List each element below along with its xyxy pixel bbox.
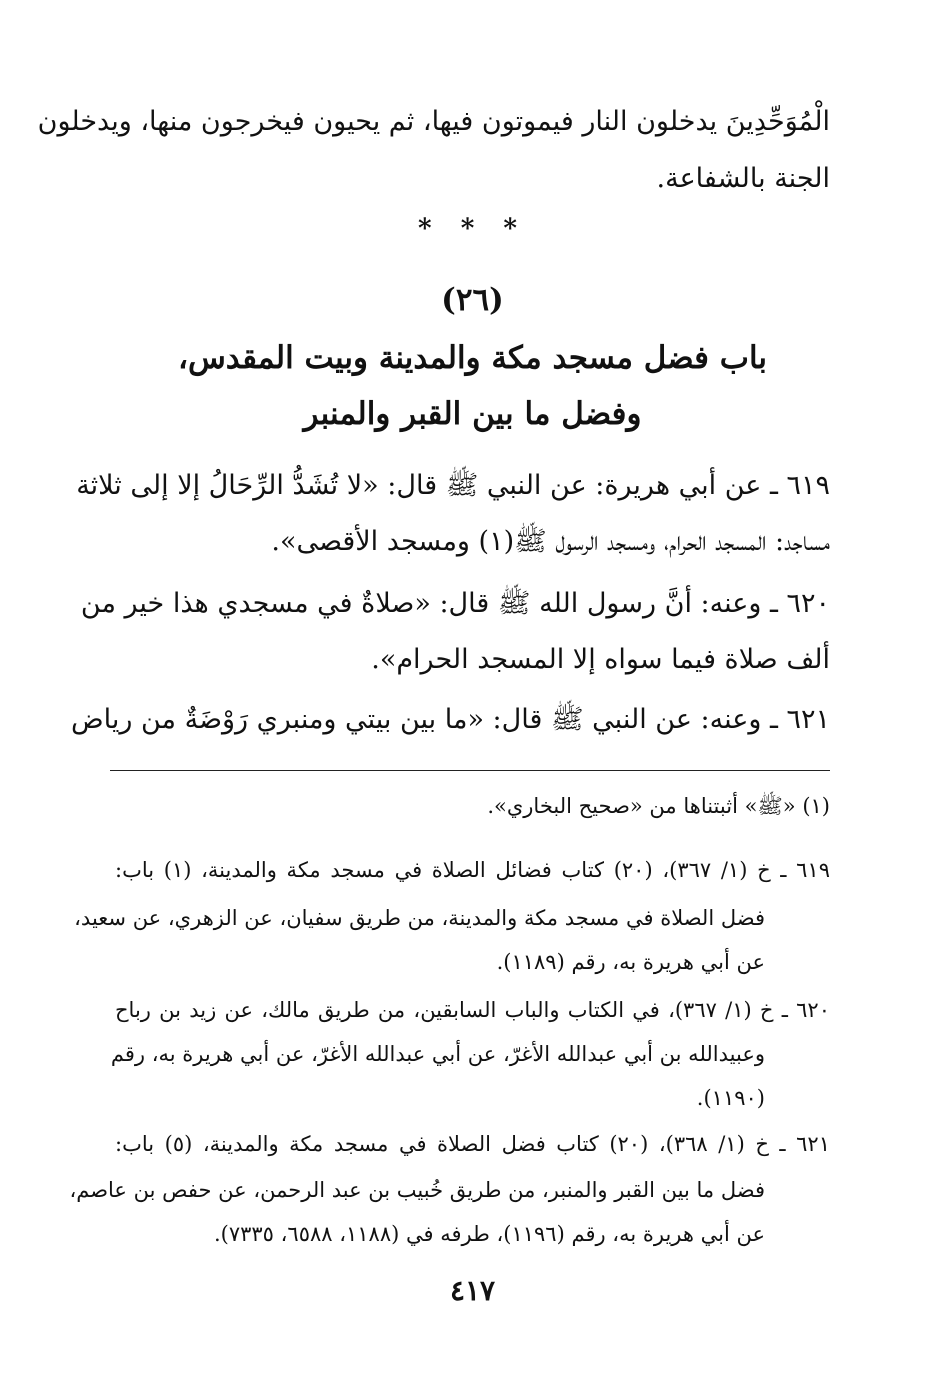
- note-621-line-1: ٦٢١ ـ خ (١/ ٣٦٨)، (٢٠) كتاب فضل الصلاة في مسجد مكة والمدينة، (٥) باب:: [115, 1132, 830, 1156]
- chapter-number: (٢٦): [441, 282, 504, 318]
- note-620-line-2: وعبيدالله بن أبي عبدالله الأغرّ، عن أبي عبدالله الأغرّ، عن أبي هريرة به، رقم: [110, 1042, 765, 1066]
- chapter-title-line-2: وفضل ما بين القبر والمنبر: [303, 396, 642, 432]
- hadith-620-line-2: ألف صلاة فيما سواه إلا المسجد الحرام».: [371, 644, 830, 675]
- note-621-line-3: عن أبي هريرة به، رقم (١١٩٦)، طرفه في (١١٨٨، ٦٥٨٨، ٧٣٣٥).: [213, 1222, 765, 1246]
- hadith-619-line-1: ٦١٩ ـ عن أبي هريرة: عن النبي ﷺ قال: «لا تُشَدُّ الرِّحَالُ إلا إلى ثلاثة: [76, 470, 830, 501]
- note-619-line-2: فضل الصلاة في مسجد مكة والمدينة، من طريق سفيان، عن الزهري، عن سعيد،: [74, 906, 765, 930]
- note-619-line-1: ٦١٩ ـ خ (١/ ٣٦٧)، (٢٠) كتاب فضائل الصلاة في مسجد مكة والمدينة، (١) باب:: [115, 858, 830, 882]
- note-621-line-2: فضل ما بين القبر والمنبر، من طريق خُبيب بن عبد الرحمن، عن حفص بن عاصم،: [69, 1178, 765, 1202]
- hadith-619-line-2: مساجد: المسجد الحرام، ومسجد الرسول ﷺ(١) ومسجد الأقصى».: [271, 526, 830, 557]
- footnote-1: (١) «ﷺ» أثبتناها من «صحيح البخاري».: [487, 794, 830, 818]
- chapter-title-line-1: باب فضل مسجد مكة والمدينة وبيت المقدس،: [177, 340, 768, 376]
- page-number: ٤١٧: [449, 1274, 496, 1307]
- hadith-620-line-1: ٦٢٠ ـ وعنه: أنَّ رسول الله ﷺ قال: «صلاةٌ في مسجدي هذا خير من: [80, 588, 830, 619]
- note-620-line-3: (١١٩٠).: [696, 1086, 765, 1110]
- intro-line-2: الجنة بالشفاعة.: [656, 163, 830, 194]
- hadith-621-line-1: ٦٢١ ـ وعنه: عن النبي ﷺ قال: «ما بين بيتي ومنبري رَوْضَةٌ من رياض: [70, 704, 830, 735]
- footnote-divider: [110, 770, 830, 771]
- note-620-line-1: ٦٢٠ ـ خ (١/ ٣٦٧)، في الكتاب والباب السابقين، من طريق مالك، عن زيد بن رباح: [115, 998, 830, 1022]
- section-separator: * * *: [418, 214, 527, 244]
- intro-line-1: الْمُوَحِّدِينَ يدخلون النار فيموتون فيها، ثم يحيون فيخرجون منها، ويدخلون: [37, 106, 830, 137]
- note-619-line-3: عن أبي هريرة به، رقم (١١٨٩).: [496, 950, 765, 974]
